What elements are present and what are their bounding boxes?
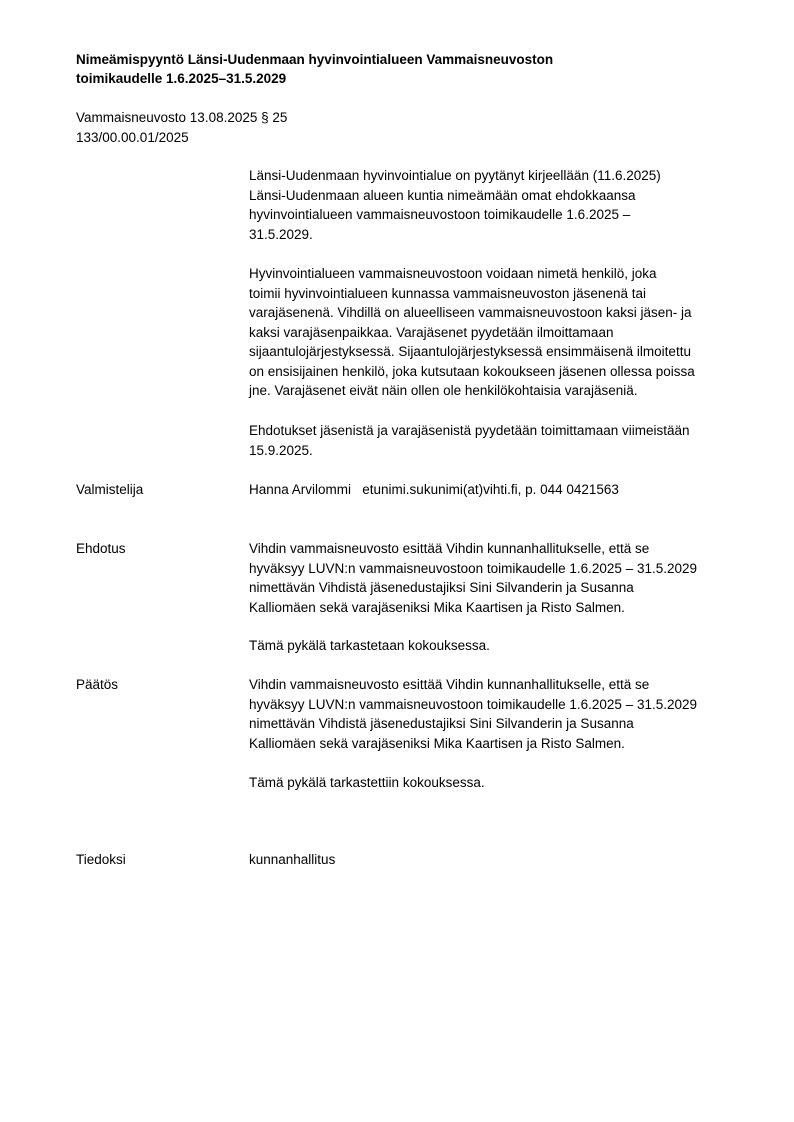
text-line: sijaantulojärjestyksessä. Sijaantulojärjestyksessä ensimmäisenä ilmoitettu — [249, 344, 691, 359]
text-line: Tämä pykälä tarkastettiin kokouksessa. — [249, 775, 485, 790]
title-line-2: toimikaudelle 1.6.2025–31.5.2029 — [76, 71, 287, 86]
text-line: Länsi-Uudenmaan hyvinvointialue on pyytänyt kirjeellään (11.6.2025) — [249, 168, 661, 183]
ehdotus-note — [249, 636, 731, 656]
text-line: Kalliomäen sekä varajäseniksi Mika Kaartisen ja Risto Salmen. — [249, 599, 625, 615]
text-line: Vihdin vammaisneuvosto esittää Vihdin kunnanhallitukselle, että se — [249, 541, 650, 556]
text-line: hyväksyy LUVN:n vammaisneuvostoon toimikaudelle 1.6.2025 – 31.5.2029 — [249, 696, 698, 712]
label-valmistelija: Valmistelija — [76, 482, 144, 497]
tiedoksi-recipient — [249, 850, 731, 870]
text-line: nimettävän Vihdistä jäsenedustajiksi Sini Silvanderin ja Susanna — [249, 580, 634, 595]
label-ehdotus: Ehdotus — [76, 541, 126, 556]
label-paatos: Päätös — [76, 677, 119, 692]
text-line: Länsi-Uudenmaan alueen kuntia nimeämään omat ehdokkaansa — [249, 187, 636, 203]
title-line-1: Nimeämispyyntö Länsi-Uudenmaan hyvinvointialueen Vammaisneuvoston — [76, 52, 554, 67]
recipient: kunnanhallitus — [249, 852, 336, 867]
text-line: Vihdin vammaisneuvosto esittää Vihdin kunnanhallitukselle, että se — [249, 677, 650, 692]
text-line: on ensisijainen henkilö, joka kutsutaan kokoukseen jäsenen ollessa poissa — [249, 363, 695, 379]
intro-paragraph-2 — [249, 264, 731, 401]
text-line: kaksi varajäsenpaikkaa. Varajäsenet pyydetään ilmoittamaan — [249, 324, 614, 340]
text-line: hyvinvointialueen vammaisneuvostoon toimikaudelle 1.6.2025 – — [249, 207, 631, 222]
text-line: varajäsenenä. Vihdillä on alueelliseen vammaisneuvostoon kaksi jäsen- ja — [249, 305, 692, 320]
ehdotus-paragraph — [249, 539, 731, 617]
text-line: Tämä pykälä tarkastetaan kokouksessa. — [249, 638, 490, 653]
case-number: 133/00.00.01/2025 — [76, 130, 189, 145]
paatos-paragraph — [249, 675, 731, 753]
text-line: Kalliomäen sekä varajäseniksi Mika Kaartisen ja Risto Salmen. — [249, 735, 625, 751]
valmistelija-contact — [249, 480, 731, 500]
meeting-reference — [76, 108, 287, 148]
paatos-note — [249, 773, 731, 793]
label-tiedoksi: Tiedoksi — [76, 852, 126, 867]
text-line: Hyvinvointialueen vammaisneuvostoon voidaan nimetä henkilö, joka — [249, 266, 657, 281]
text-line: jne. Varajäsenet eivät näin ollen ole henkilökohtaisia varajäseniä. — [249, 383, 638, 398]
document-title — [76, 50, 736, 88]
text-line: Ehdotukset jäsenistä ja varajäsenistä pyydetään toimittamaan viimeistään — [249, 423, 690, 438]
intro-paragraph-3 — [249, 421, 731, 460]
text-line: nimettävän Vihdistä jäsenedustajiksi Sini Silvanderin ja Susanna — [249, 716, 634, 731]
meeting-line: Vammaisneuvosto 13.08.2025 § 25 — [76, 110, 288, 125]
text-line: 15.9.2025. — [249, 442, 313, 458]
preparer-contact: Hanna Arvilommi etunimi.sukunimi(at)vihti.fi, p. 044 0421563 — [249, 482, 619, 497]
text-line: hyväksyy LUVN:n vammaisneuvostoon toimikaudelle 1.6.2025 – 31.5.2029 — [249, 560, 698, 576]
text-line: 31.5.2029. — [249, 226, 313, 242]
text-line: toimii hyvinvointialueen kunnassa vammaisneuvoston jäsenenä tai — [249, 285, 646, 301]
intro-paragraph-1 — [249, 166, 731, 244]
